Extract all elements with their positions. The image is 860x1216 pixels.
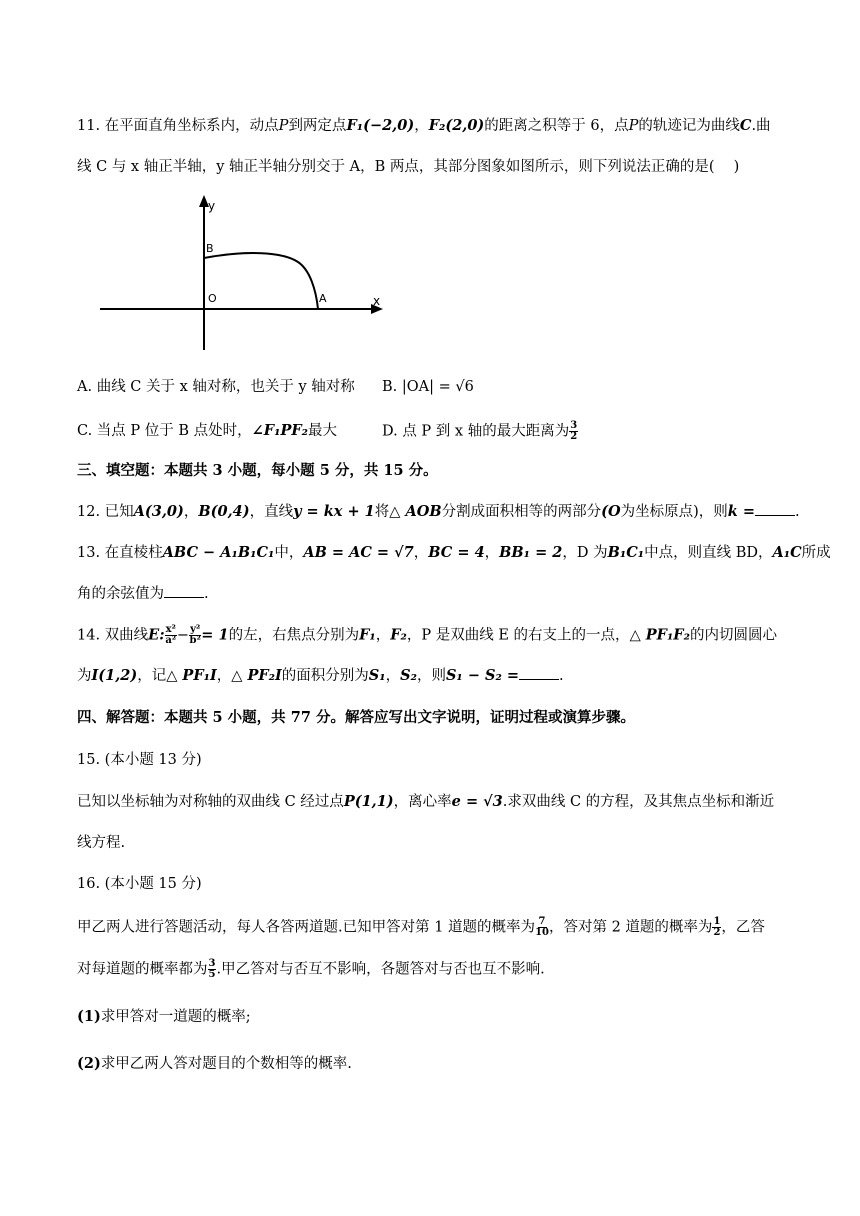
line-eq: y = kx + 1 — [293, 503, 375, 520]
focus-f1: F₁ — [359, 626, 376, 644]
minus: − — [176, 627, 190, 644]
fraction-x2-a2 — [165, 625, 177, 646]
q16-text: 甲乙两人进行答题活动，每人各答两道题.已知甲答对第 1 道题的概率为 — [77, 919, 536, 936]
q13-text: 13. 在直棱柱 — [77, 545, 163, 561]
point-p: P — [628, 118, 639, 134]
part-text: 求甲答对一道题的概率; — [100, 1009, 251, 1025]
q12-line1 — [77, 502, 800, 522]
period: . — [559, 668, 564, 684]
focus-f2: F₂(2,0) — [428, 117, 485, 134]
part-marker: (1) — [77, 1008, 101, 1025]
part-text: 求甲乙两人答对题目的个数相等的概率. — [100, 1056, 352, 1072]
point-p: P — [278, 118, 289, 134]
triangle-pf2i: △ PF₂I — [231, 667, 282, 684]
q15-text: .求双曲线 C 的方程，及其焦点坐标和渐近 — [502, 794, 775, 810]
q13-line1 — [77, 543, 831, 563]
answer-blank — [164, 585, 204, 598]
s1-minus-s2: S₁ − S₂ = — [445, 667, 520, 684]
hyperbola-e: E: — [148, 626, 165, 644]
point-i: I(1,2) — [91, 667, 138, 684]
label-b: B — [206, 242, 214, 255]
q12-text: ，直线 — [249, 504, 294, 520]
prism: ABC − A₁B₁C₁ — [162, 544, 275, 561]
denominator: 5 — [208, 969, 216, 980]
focus-f1: F₁(−2,0) — [346, 117, 415, 134]
line-a1c: A₁C — [772, 544, 802, 561]
fraction-3-2 — [569, 421, 578, 442]
q15-line2: 线方程. — [77, 835, 126, 851]
angle-f1pf2: ∠F₁PF₂ — [251, 422, 308, 439]
area-s2: S₂ — [400, 667, 417, 684]
q11-option-a: A. 曲线 C 关于 x 轴对称，也关于 y 轴对称 — [77, 379, 355, 395]
q16-text: ，答对第 2 道题的概率为 — [548, 919, 713, 936]
eccentricity: e = √3 — [451, 793, 503, 810]
q16-part2 — [77, 1054, 352, 1074]
label-o: O — [208, 292, 217, 305]
q14-text: ，P 是双曲线 E 的右支上的一点， — [406, 627, 630, 644]
segment-b1c1: B₁C₁ — [607, 544, 645, 561]
equals-one: = 1 — [201, 626, 229, 644]
q13-text: 中， — [274, 545, 304, 561]
point-b: B(0,4) — [198, 503, 250, 520]
fraction-y2-b2 — [189, 625, 201, 646]
numerator: y² — [190, 624, 201, 635]
q16-line2 — [77, 959, 545, 980]
label-x: x — [373, 294, 381, 308]
option-d-text: D. 点 P 到 x 轴的最大距离为 — [382, 423, 570, 440]
q16-line1 — [77, 917, 765, 938]
answer-blank — [519, 667, 559, 680]
origin-o: (O — [601, 503, 621, 520]
focus-f2: F₂ — [390, 626, 407, 644]
k-equals: k = — [727, 503, 756, 520]
numerator: 3 — [570, 420, 578, 431]
period: . — [795, 504, 800, 520]
denominator: b² — [189, 635, 201, 646]
q16-text: .甲乙答对与否互不影响，各题答对与否也互不影响. — [216, 961, 545, 978]
q14-line2 — [77, 666, 564, 686]
q12-text: 12. 已知 — [77, 504, 134, 520]
section-4-heading: 四、解答题：本题共 5 小题，共 77 分。解答应写出文字说明，证明过程或演算步骤。 — [77, 709, 635, 726]
q14-text: 的面积分别为 — [281, 668, 369, 684]
point-p: P(1,1) — [343, 793, 394, 810]
q11-option-d — [382, 421, 578, 442]
triangle-aob: △ AOB — [389, 503, 442, 520]
q15-line1 — [77, 792, 774, 812]
q12-text: 分割成面积相等的两部分 — [441, 504, 602, 520]
q11-text: .曲 — [751, 118, 771, 134]
answer-blank — [755, 503, 795, 516]
area-s1: S₁ — [368, 667, 386, 684]
separator: ， — [414, 118, 429, 134]
eq-ab-ac: AB = AC = √7 — [303, 544, 414, 561]
denominator: 2 — [570, 431, 578, 442]
denominator: a² — [165, 635, 177, 646]
q16-text: 对每道题的概率都为 — [77, 961, 208, 978]
q11-line2: 线 C 与 x 轴正半轴，y 轴正半轴分别交于 A，B 两点，其部分图象如图所示，则下列说法正确的是( ) — [77, 159, 740, 175]
numerator: x² — [165, 624, 176, 635]
option-c-text: C. 当点 P 位于 B 点处时， — [77, 423, 252, 439]
period: . — [204, 586, 209, 602]
q15-header: 15. (本小题 13 分) — [77, 752, 202, 768]
q14-text: 的内切圆圆心 — [689, 627, 777, 644]
q14-line1 — [77, 625, 777, 646]
q12-text: 将 — [374, 504, 390, 520]
separator: ， — [375, 627, 391, 644]
fraction-7-10 — [535, 917, 549, 938]
q15-text: ，离心率 — [393, 794, 452, 810]
numerator: 3 — [208, 958, 216, 969]
q13-text: 中点，则直线 BD， — [644, 545, 773, 561]
eq-bb1: BB₁ = 2 — [499, 544, 563, 561]
numerator: 7 — [538, 916, 546, 927]
q12-text: ， — [183, 504, 199, 520]
q13-text: 所成 — [801, 545, 831, 561]
separator: ， — [413, 545, 429, 561]
q14-text: 为 — [77, 668, 92, 684]
numerator: 1 — [713, 916, 721, 927]
separator: ， — [484, 545, 500, 561]
q14-text: ，则 — [416, 668, 446, 684]
denominator: 10 — [535, 927, 549, 938]
part-marker: (2) — [77, 1055, 101, 1072]
option-c-text: 最大 — [308, 423, 337, 439]
q16-header: 16. (本小题 15 分) — [77, 876, 202, 892]
denominator: 2 — [713, 927, 721, 938]
separator: ， — [385, 668, 401, 684]
q16-text: ，乙答 — [721, 919, 765, 936]
q11-text: 11. 在平面直角坐标系内，动点 — [77, 118, 279, 134]
q11-option-b: B. |OA| = √6 — [382, 379, 474, 395]
q11-option-c — [77, 421, 337, 441]
q11-text: 到两定点 — [288, 118, 347, 134]
curve-figure — [98, 190, 398, 355]
q14-text: ，记 — [137, 668, 167, 684]
q11-text: 的距离之积等于 6，点 — [484, 118, 629, 134]
label-a: A — [319, 292, 327, 305]
q14-text: 14. 双曲线 — [77, 627, 149, 644]
eq-bc: BC = 4 — [428, 544, 485, 561]
curve-c-path — [204, 253, 318, 309]
q12-text: 为坐标原点)，则 — [620, 504, 728, 520]
q13-text: ，D 为 — [562, 545, 608, 561]
separator: ， — [216, 668, 232, 684]
point-a: A(3,0) — [133, 503, 184, 520]
q13-text: 角的余弦值为 — [77, 586, 164, 602]
section-3-heading: 三、填空题：本题共 3 小题，每小题 5 分，共 15 分。 — [77, 462, 438, 479]
q13-line2 — [77, 584, 209, 604]
q15-text: 已知以坐标轴为对称轴的双曲线 C 经过点 — [77, 794, 344, 810]
q11-line1 — [77, 116, 771, 136]
q14-text: 的左，右焦点分别为 — [228, 627, 360, 644]
label-y: y — [208, 199, 216, 213]
triangle-pf1f2: △ PF₁F₂ — [629, 626, 690, 644]
q11-text: 的轨迹记为曲线 — [638, 118, 740, 134]
curve-c: C — [739, 117, 752, 134]
q16-part1 — [77, 1007, 251, 1027]
triangle-pf1i: △ PF₁I — [166, 667, 217, 684]
